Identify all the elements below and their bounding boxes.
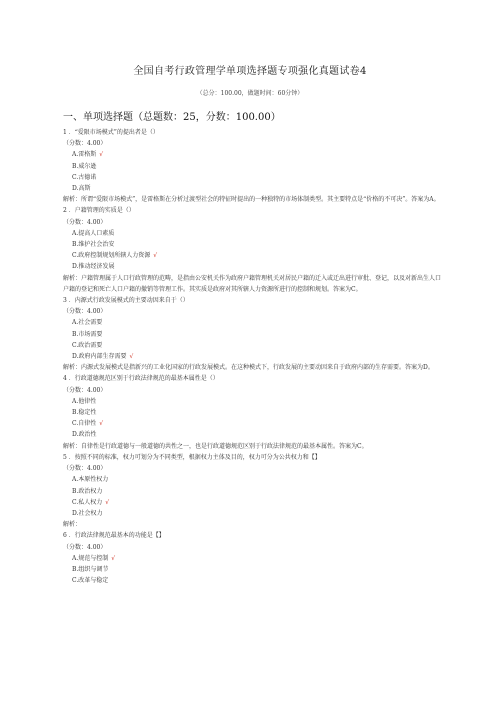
question-list (63, 127, 445, 586)
question-block (63, 205, 445, 295)
answer-option: B.政治权力 (72, 487, 103, 495)
answer-option: B.市场需要 (72, 330, 103, 338)
question-block (63, 530, 445, 586)
answer-option: A.雷格斯 √ (72, 151, 104, 159)
question-text: 1 ．“爱限市场模式”的提出者是（） (63, 129, 159, 136)
answer-option: B.维护社会治安 (72, 241, 115, 249)
answer-option: B.威尔逊 (72, 162, 97, 170)
answer-option: A.本原性权力 (72, 476, 109, 484)
question-block (63, 127, 445, 205)
answer-explanation: 解析：内源式发展模式是指新兴的工业化国家的行政发展模式。在这种模式下，行政发展的主要动因来自于政府内部的生存需要。答案为D。 (63, 364, 434, 372)
answer-option: A.提高人口素质 (72, 229, 115, 237)
answer-option: C.私人权力 √ (72, 498, 110, 506)
correct-answer-check-icon: √ (129, 353, 134, 361)
answer-option: A.规范与控制 √ (72, 554, 116, 562)
question-score: （分数：4.00） (63, 543, 107, 551)
document-title: 全国自考行政管理学单项选择题专项强化真题试卷4 (133, 66, 367, 77)
answer-option: D.推动经济发展 (72, 263, 115, 271)
answer-option: C.改革与稳定 (72, 577, 109, 585)
question-score: （分数：4.00） (63, 218, 107, 226)
correct-answer-check-icon: √ (105, 498, 110, 506)
question-text: 3 ．内源式行政发展模式的主要动因来自于（） (63, 297, 189, 305)
correct-answer-check-icon: √ (99, 420, 104, 428)
answer-explanation: 解析：所谓“爱限市场模式”，是雷格斯在分析过渡型社会的特征时提出的一种独特的市场体制类型。其主要特点是“价格的不可决”。答案为A。 (63, 196, 440, 204)
answer-option: D.政府内部生存需要 √ (72, 353, 134, 361)
answer-option: B.稳定性 (72, 409, 97, 417)
section-heading: 一、单项选择题（总题数：25，分数：100.00） (63, 112, 281, 123)
answer-explanation: 解析：自律性是行政道德与一般道德的共性之一，也是行政道德规范区别于行政法律规范的最基本属性。答案为C。 (63, 442, 368, 450)
question-score: （分数：4.00） (63, 140, 107, 148)
question-score: （分数：4.00） (63, 308, 107, 316)
answer-explanation: 解析： (63, 521, 82, 529)
question-block (63, 452, 445, 530)
question-text: 6 ．行政法律规范最基本的功能是【】 (63, 532, 165, 540)
question-score: （分数：4.00） (63, 465, 107, 473)
correct-answer-check-icon: √ (99, 151, 104, 159)
answer-option: C.古德诺 (72, 173, 97, 181)
answer-option: A.社会需要 (72, 319, 103, 327)
answer-option: D.政治性 (72, 431, 97, 439)
answer-option: C.政治需要 (72, 341, 103, 349)
answer-explanation: 解析：户籍管理属于人口行政管理的范畴，是指由公安机关作为政府户籍管理机关对居民户籍的迁入或迁出进行审批、登记，以及对新出生人口户籍的登记和死亡人口户籍的撤销等管理工作。其实质是政府对其所辖人力资源所进行的控制和规划。答案为C。 (63, 274, 442, 293)
correct-answer-check-icon: √ (111, 554, 116, 562)
correct-answer-check-icon: √ (153, 252, 158, 260)
question-block (63, 373, 445, 451)
answer-option: C.自律性 √ (72, 420, 104, 428)
answer-option: B.组织与调节 (72, 565, 109, 573)
answer-option: C.政府控制规划所辖人力资源 √ (72, 252, 158, 260)
document-meta: （总分：100.00，做题时间：60分钟） (196, 90, 304, 97)
question-score: （分数：4.00） (63, 386, 107, 394)
answer-option: D.社会权力 (72, 509, 103, 517)
answer-option: A.他律性 (72, 397, 97, 405)
question-block (63, 295, 445, 373)
question-text: 4 ．行政道德规范区别于行政法律规范的最基本属性是（） (63, 375, 219, 383)
question-text: 2 ．户籍管理的实质是（） (63, 207, 135, 215)
answer-option: D.高斯 (72, 185, 91, 193)
question-text: 5 ．按照不同的标准，权力可划分为不同类型，根据权力主体及目的，权力可分为公共权力和【】 (63, 453, 321, 461)
